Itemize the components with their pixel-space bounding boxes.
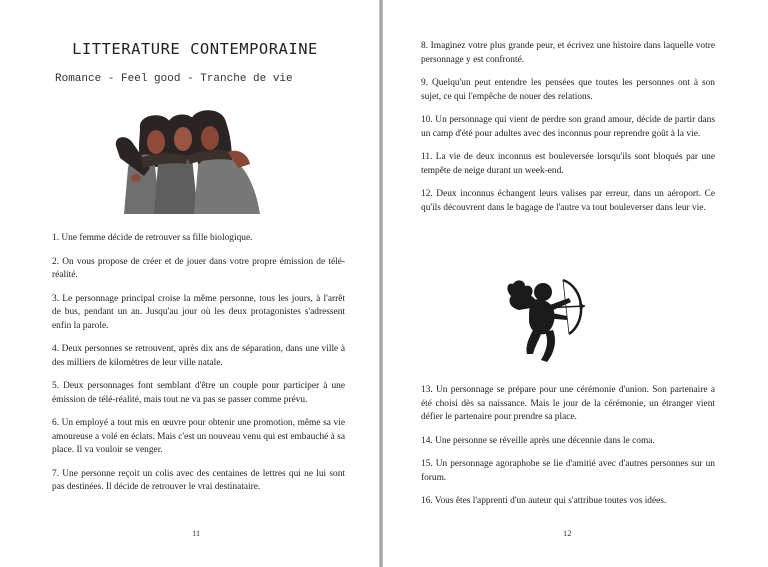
list-item: 14. Une personne se réveille après une décennie dans le coma. [421, 435, 655, 446]
list-item: 12. Deux inconnus échangent leurs valises par erreur, dans un aéroport. Ce qu'ils découvrent dans le bagage de l'autre va tout bouleverser dans leur vie. [421, 189, 715, 213]
prompt-list-right-top [421, 40, 715, 225]
page-title: LITTERATURE CONTEMPORAINE [72, 40, 318, 58]
list-item: 16. Vous êtes l'apprenti d'un auteur qui s'attribue toutes vos idées. [421, 496, 667, 506]
list-item: 11. La vie de deux inconnus est bouleversée lorsqu'ils sont bloqués par une tempête de neige durant un week-end. [421, 152, 715, 176]
list-item: 13. Un personnage se prépare pour une cérémonie d'union. Son partenaire a été choisi dès sa naissance. Mais le jour de la cérémonie, un étranger vient défier le partenaire pour prendre sa place. [421, 385, 715, 422]
list-item: 4. Deux personnes se retrouvent, après dix ans de séparation, dans une ville à des milliers de kilomètres de leur ville natale. [52, 344, 345, 368]
list-item: 15. Un personnage agoraphobe se lie d'amitié avec d'autres personnes sur un forum. [421, 459, 715, 483]
page-number-left: 11 [192, 528, 201, 538]
cupid-archer-icon [503, 276, 589, 366]
list-item: 5. Deux personnages font semblant d'être un couple pour participer à une émission de télé-réalité, mais tout ne va pas se passer comme prévu. [52, 381, 345, 405]
list-item: 7. Une personne reçoit un colis avec des centaines de lettres qui ne lui sont pas destinées. Il décide de retrouver le vrai destinataire. [52, 468, 345, 492]
prompt-list-right-bottom [421, 384, 715, 519]
list-item: 2. On vous propose de créer et de jouer dans votre propre émission de télé-réalité. [52, 256, 345, 280]
page-subtitle: Romance - Feel good - Tranche de vie [55, 73, 293, 85]
list-item: 9. Quelqu'un peut entendre les pensées que toutes les personnes ont à son sujet, ce qui l'empêche de nouer des relations. [421, 78, 715, 102]
three-women-hugging-icon [110, 108, 264, 214]
book-spine [379, 0, 383, 567]
list-item: 8. Imaginez votre plus grande peur, et écrivez une histoire dans laquelle votre personnage y est confronté. [421, 41, 715, 65]
list-item: 1. Une femme décide de retrouver sa fille biologique. [52, 233, 253, 243]
list-item: 6. Un employé a tout mis en œuvre pour obtenir une promotion, même sa vie amoureuse a volé en éclats. Mais c'est un nouveau venu qui est embauché à sa place. Il va vouloir se venger. [52, 418, 345, 455]
list-item: 10. Un personnage qui vient de perdre son grand amour, décide de partir dans un camp d'été pour adultes avec des inconnus pour reprendre goût à la vie. [421, 115, 715, 139]
page-number-right: 12 [563, 528, 572, 538]
prompt-list-left [52, 232, 345, 505]
list-item: 3. Le personnage principal croise la même personne, tous les jours, à l'arrêt de bus, pendant un an. Jusqu'au jour où les deux protagonistes s'adressent enfin la parole. [52, 293, 345, 331]
